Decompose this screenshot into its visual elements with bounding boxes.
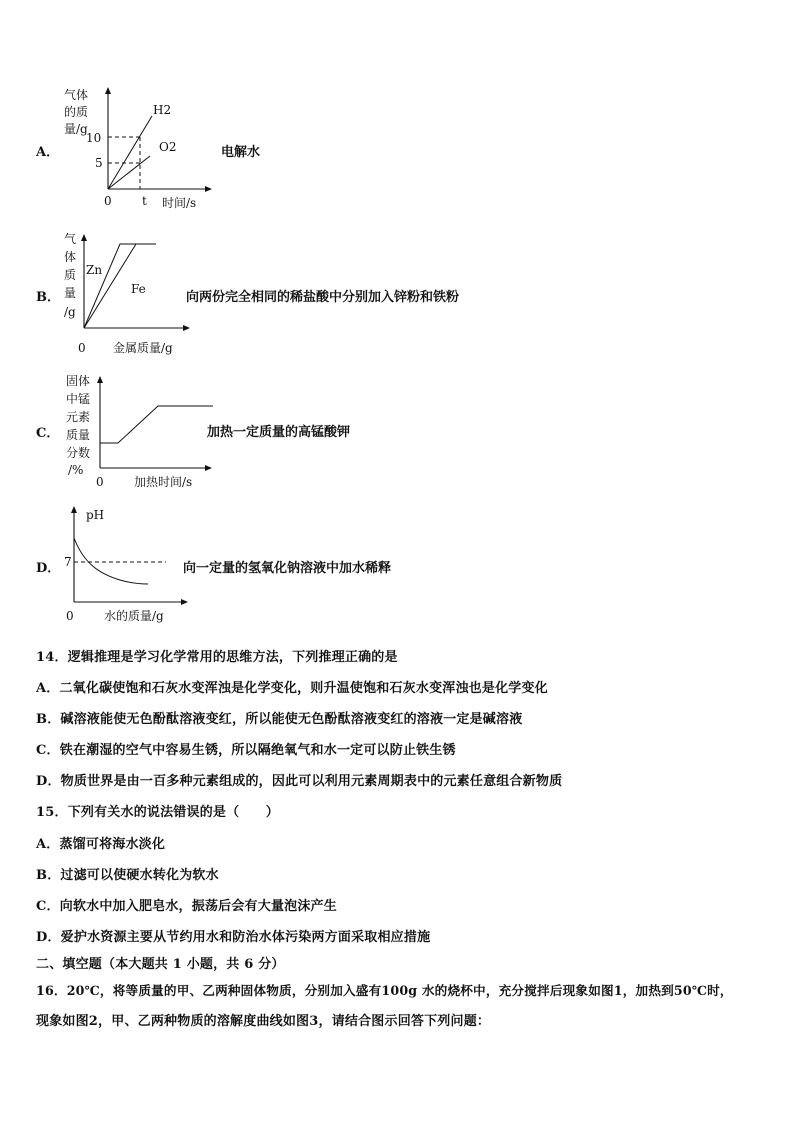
q14-stem: 14．逻辑推理是学习化学常用的思维方法，下列推理正确的是: [36, 650, 398, 665]
graph-c-ylabel-3: 元素: [66, 410, 91, 424]
graph-d-ytick-7: 7: [64, 555, 72, 569]
option-d-caption: 向一定量的氢氧化钠溶液中加水稀释: [183, 561, 392, 576]
graph-a-h2-line: [108, 116, 152, 189]
graph-c-x-arrow: [205, 465, 212, 471]
graph-a-ylabel-1: 气体: [64, 88, 89, 102]
graph-a-ylabel-3: 量/g: [64, 122, 88, 136]
graph-b-zn-label: Zn: [86, 263, 103, 277]
graph-b-origin: 0: [78, 341, 86, 355]
option-c-letter: C．: [36, 426, 60, 441]
graph-c-xlabel: 加热时间/s: [134, 475, 193, 489]
graph-c: [58, 370, 218, 494]
q14-option-d: D．物质世界是由一百多种元素组成的，因此可以利用元素周期表中的元素任意组合新物质: [36, 774, 563, 789]
graph-b-ylabel-2: 体: [64, 250, 77, 264]
option-a-letter: A．: [36, 145, 60, 160]
graph-b: [58, 230, 198, 358]
graph-c-line: [100, 406, 213, 443]
q16-line-2: 现象如图2，甲、乙两种物质的溶解度曲线如图3，请结合图示回答下列问题：: [36, 1014, 491, 1029]
graph-c-ylabel-4: 质量: [66, 428, 91, 442]
q15-stem: 15．下列有关水的说法错误的是（ ）: [36, 805, 279, 820]
graph-a-x-arrow: [205, 186, 212, 192]
q15-option-c: C．向软水中加入肥皂水，振荡后会有大量泡沫产生: [36, 899, 337, 914]
option-c-caption: 加热一定质量的高锰酸钾: [207, 425, 351, 440]
graph-a-ylabel-2: 的质: [64, 105, 89, 119]
graph-a-ytick-5: 5: [95, 156, 103, 170]
graph-a-xlabel: 时间/s: [162, 196, 197, 210]
graph-b-ylabel-1: 气: [64, 232, 77, 246]
q15-option-b: B．过滤可以使硬水转化为软水: [36, 868, 219, 883]
graph-c-ylabel-1: 固体: [66, 374, 91, 388]
q16-line-1: 16．20℃，将等质量的甲、乙两种固体物质，分别加入盛有100g 水的烧杯中，充分搅拌后现象如图1，加热到50℃时，: [36, 983, 733, 998]
graph-a-o2-line: [108, 156, 150, 189]
graph-b-fe-label: Fe: [131, 282, 146, 296]
graph-b-x-arrow: [183, 325, 190, 331]
section-2-title: 二、填空题（本大题共 1 小题，共 6 分）: [36, 957, 285, 972]
graph-d-y-arrow: [71, 506, 77, 513]
option-b-caption: 向两份完全相同的稀盐酸中分别加入锌粉和铁粉: [186, 290, 460, 305]
graph-c-origin: 0: [96, 475, 104, 489]
graph-b-ylabel-3: 质: [64, 268, 77, 282]
q14-option-b: B．碱溶液能使无色酚酞溶液变红，所以能使无色酚酞溶液变红的溶液一定是碱溶液: [36, 712, 523, 727]
graph-c-y-arrow: [97, 376, 103, 383]
option-a-caption: 电解水: [221, 145, 261, 160]
graph-a-origin: 0: [104, 194, 112, 208]
graph-c-ylabel-2: 中锰: [66, 392, 91, 406]
q15-option-a: A．蒸馏可将海水淡化: [36, 837, 166, 852]
graph-a-t-label: t: [142, 194, 147, 208]
graph-a-o2-label: O2: [159, 140, 177, 154]
graph-a-ytick-10: 10: [86, 131, 102, 145]
graph-d: [58, 500, 198, 628]
q14-option-c: C．铁在潮湿的空气中容易生锈，所以隔绝氧气和水一定可以防止铁生锈: [36, 743, 456, 758]
graph-d-x-arrow: [181, 599, 188, 605]
graph-b-ylabel-4: 量: [64, 286, 77, 300]
graph-c-ylabel-5: 分数: [66, 446, 91, 460]
graph-c-ylabel-6: /%: [68, 463, 84, 477]
graph-d-xlabel: 水的质量/g: [104, 609, 164, 623]
graph-b-ylabel-5: /g: [64, 305, 76, 319]
q15-option-d: D．爱护水资源主要从节约用水和防治水体污染两方面采取相应措施: [36, 930, 431, 945]
graph-a-h2-label: H2: [153, 103, 172, 117]
q14-option-a: A．二氧化碳使饱和石灰水变浑浊是化学变化，则升温使饱和石灰水变浑浊也是化学变化: [36, 681, 548, 696]
graph-a-y-arrow: [105, 87, 111, 94]
graph-d-curve: [74, 538, 148, 584]
option-b-letter: B．: [36, 290, 60, 305]
option-d-letter: D．: [36, 561, 61, 576]
graph-d-origin: 0: [66, 609, 74, 623]
graph-b-y-arrow: [81, 234, 87, 241]
graph-d-ylabel: pH: [86, 508, 105, 522]
graph-b-xlabel: 金属质量/g: [113, 341, 173, 355]
graph-a: [58, 85, 218, 215]
